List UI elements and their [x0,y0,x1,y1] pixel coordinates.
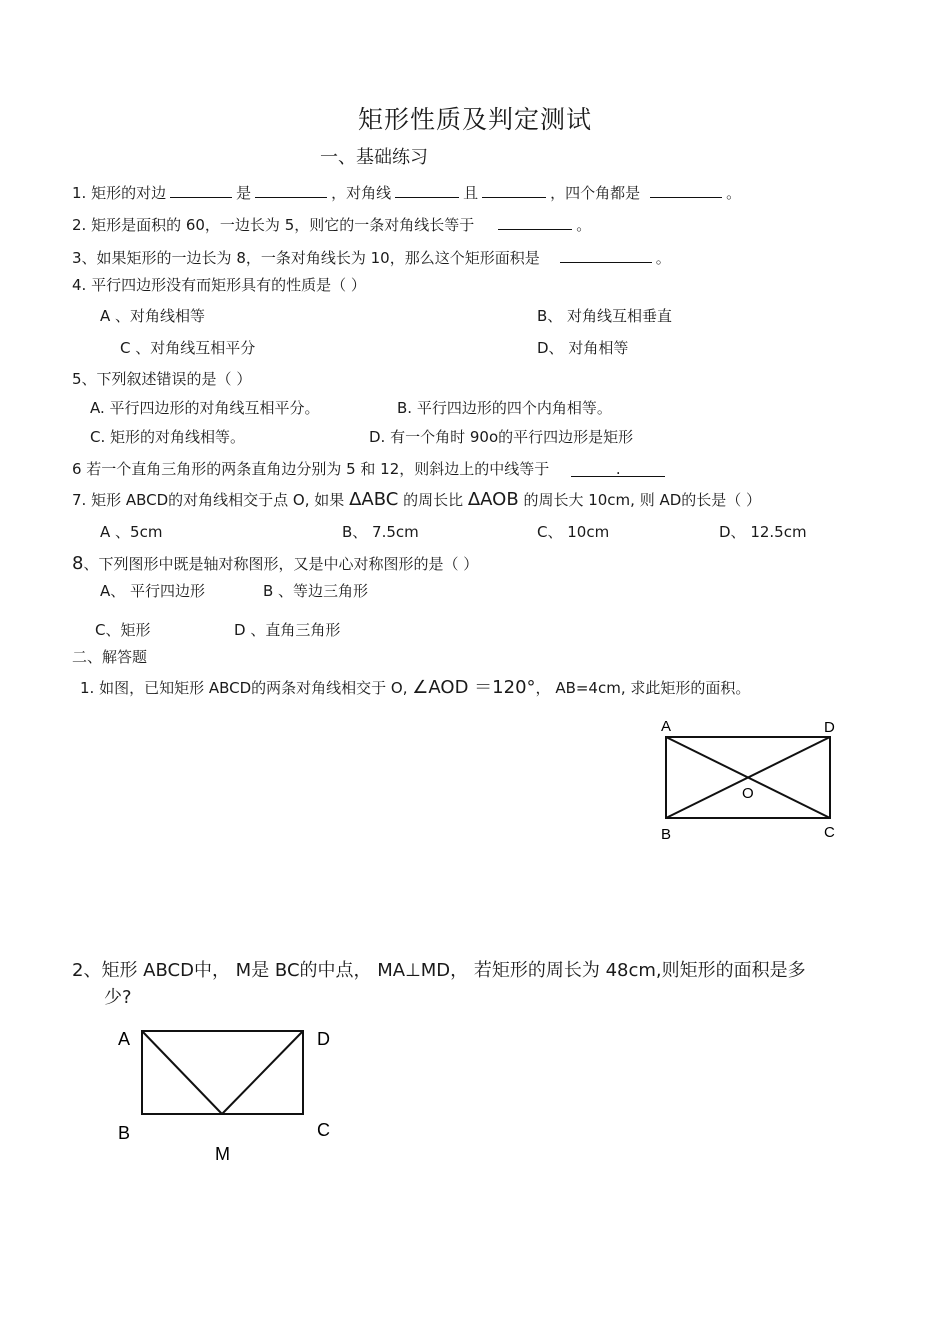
question-7 [72,490,761,510]
question-3 [72,248,671,268]
q2-text-b: 。 [576,216,592,234]
q1-text-d: 且 [463,184,479,202]
q7-option-a: A 、5cm [100,523,163,541]
fig1-label-d: D [824,719,835,736]
fig2-label-c: C [317,1120,330,1140]
q6-text-a: 6 若一个直角三角形的两条直角边分别为 5 和 12，则斜边上的中线等于 [72,460,550,478]
q8-option-d: D 、直角三角形 [234,621,341,639]
q7-text-a: 7. 矩形 ABCD的对角线相交于点 O, 如果 [72,491,345,509]
q3-text-b: 。 [655,249,671,267]
q1-blank-2 [255,183,327,198]
q7-text-b: 的周长比 [398,491,464,509]
question-1 [72,183,741,203]
q6-blank-dot: . [615,460,621,478]
fig1-label-c: C [824,824,835,841]
section-answer: 二、解答题 [72,648,148,666]
fig2-segment-ma [142,1031,222,1114]
question-6 [72,459,669,479]
q7-triangle-aob: ΔAOB [467,489,519,510]
q1-text-e: ，四个角都是 [550,184,641,202]
question-2 [72,215,591,235]
fig1-label-b: B [661,826,672,843]
q4-option-a: A 、对角线相等 [100,307,206,325]
fig2-rectangle [142,1031,303,1114]
q1-text-b: 是 [236,184,252,202]
question-8-stem [72,554,478,574]
q5-option-d: D. 有一个角时 90o的平行四边形是矩形 [369,428,634,446]
q7-text-c: 的周长大 10cm, 则 AD的长是（ ） [518,491,762,509]
q7-option-b: B、 7.5cm [342,523,419,541]
q8-option-b: B 、等边三角形 [263,582,369,600]
q4-option-c: C 、对角线互相平分 [120,339,256,357]
q8-option-c: C、矩形 [95,621,151,639]
q6-blank [571,462,665,477]
p1-text-a: 1. 如图，已知矩形 ABCD的两条对角线相交于 O, [80,679,408,697]
section-basic: 一、基础练习 [320,147,428,168]
fig1-label-o: O [742,785,754,802]
q3-text-a: 3、如果矩形的一边长为 8，一条对角线长为 10，那么这个矩形面积是 [72,249,540,267]
q1-text-a: 1. 矩形的对边 [72,184,167,202]
problem-1 [80,678,750,698]
fig2-label-m: M [215,1144,230,1164]
q1-text-c: ，对角线 [331,184,392,202]
q2-blank [498,215,572,230]
problem-2-line-1: 2、矩形 ABCD中， M是 BC的中点， MA⊥MD， 若矩形的周长为 48cm,则矩形的面积是多 [72,960,806,981]
q1-blank-5 [650,183,722,198]
problem-2-line-2: 少? [104,987,132,1008]
q5-option-b: B. 平行四边形的四个内角相等。 [397,399,612,417]
q7-triangle-abc: ΔABC [349,489,399,510]
q2-text-a: 2. 矩形是面积的 60，一边长为 5，则它的一条对角线长等于 [72,216,475,234]
question-5-stem: 5、下列叙述错误的是（ ） [72,370,252,388]
q1-blank-4 [482,183,546,198]
q8-text: 、下列图形中既是轴对称图形，又是中心对称图形的是（ ） [83,555,479,573]
q8-option-a: A、 平行四边形 [100,582,206,600]
q1-blank-3 [395,183,459,198]
page-title: 矩形性质及判定测试 [357,105,592,134]
fig2-segment-md [222,1031,303,1114]
fig2-label-b: B [118,1123,131,1143]
q7-option-c: C、 10cm [537,523,610,541]
q5-option-a: A. 平行四边形的对角线互相平分。 [90,399,320,417]
q5-option-c: C. 矩形的对角线相等。 [90,428,246,446]
q1-text-f: 。 [726,184,742,202]
q7-option-d: D、 12.5cm [719,523,807,541]
p1-angle: ∠AOD ＝120° [412,677,536,698]
figure-2-rectangle-midpoint [110,1022,350,1172]
fig2-label-d: D [317,1029,330,1049]
q3-blank [560,248,652,263]
q4-option-b: B、 对角线互相垂直 [537,307,673,325]
figure-1-rectangle-diagonals [650,712,850,847]
q4-option-d: D、 对角相等 [537,339,629,357]
question-4-stem: 4. 平行四边形没有而矩形具有的性质是（ ） [72,276,366,294]
fig1-label-a: A [661,718,672,735]
p1-text-b: ， AB=4cm, 求此矩形的面积。 [535,679,751,697]
q1-blank-1 [170,183,232,198]
fig2-label-a: A [118,1029,131,1049]
q8-number: 8 [72,553,84,574]
